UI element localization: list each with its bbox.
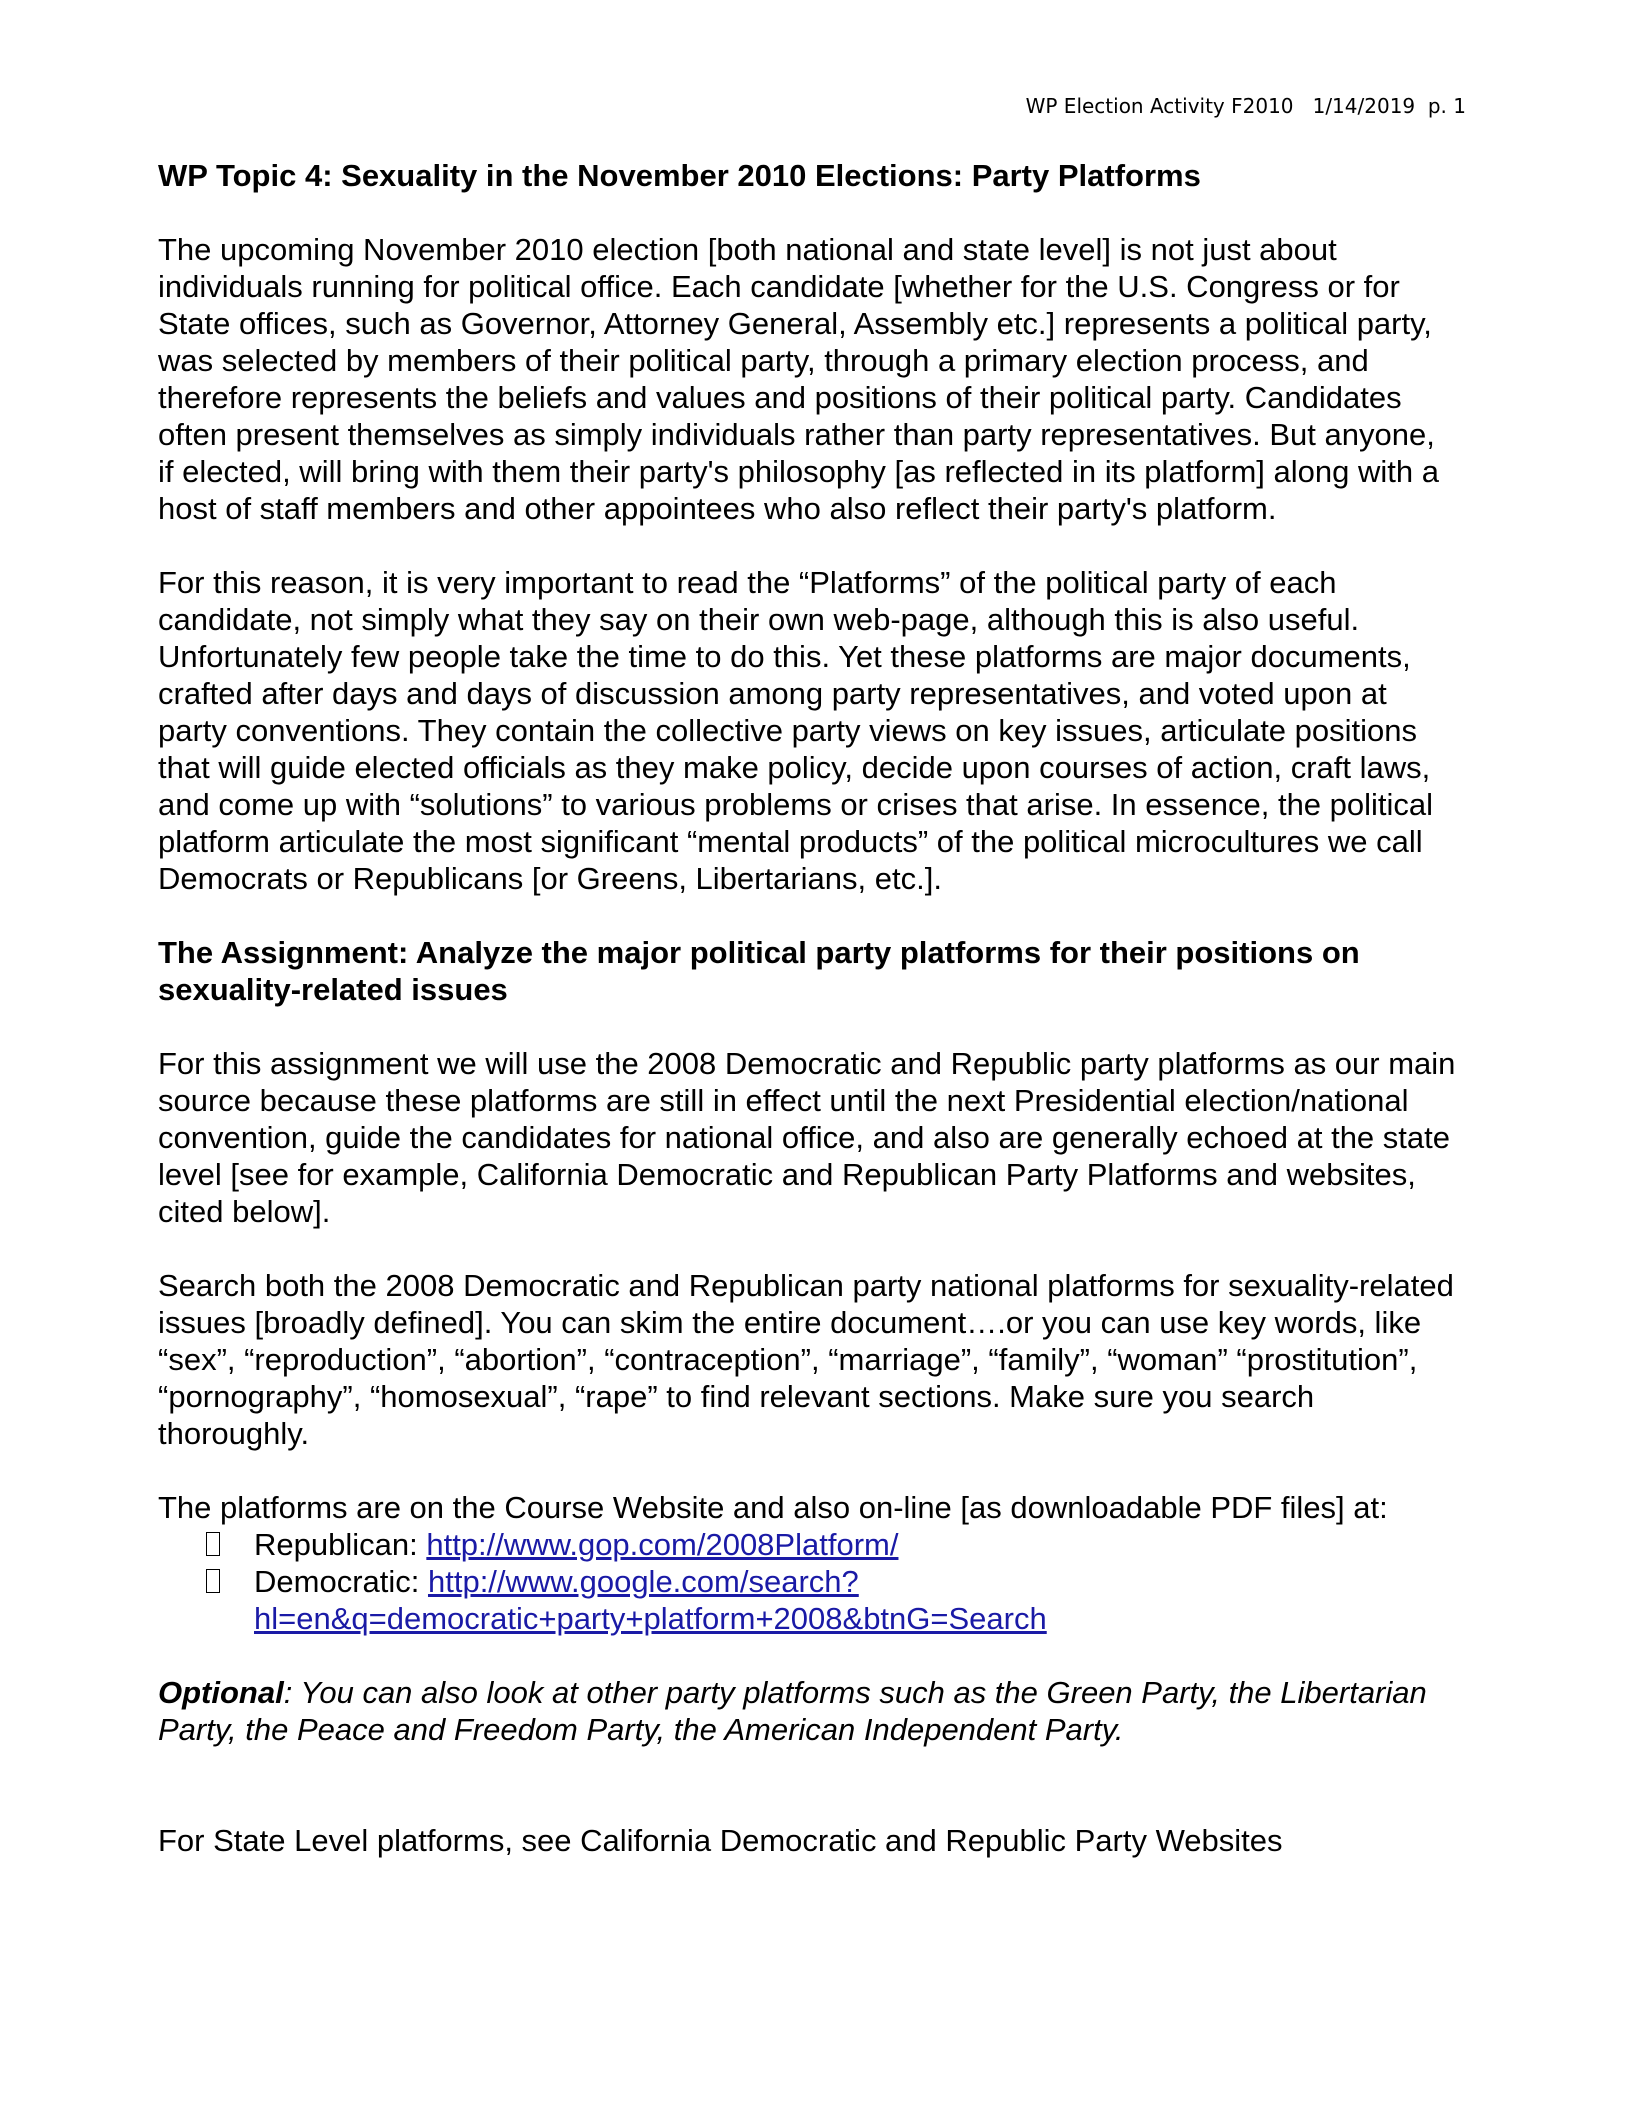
list-item-republican (158, 1526, 1458, 1563)
page-header: WP Election Activity F2010 1/14/2019 p. 1 (1025, 94, 1466, 118)
paragraph-platform-locations: The platforms are on the Course Website and also on-line [as downloadable PDF files] at: (158, 1490, 1388, 1525)
document-body (158, 157, 1458, 1859)
paragraph-state-level: For State Level platforms, see California Democratic and Republic Party Websites (158, 1823, 1283, 1858)
optional-text: : You can also look at other party platforms such as the Green Party, the Libertarian Party, the Peace and Freedom Party, the American Independent Party. (158, 1675, 1427, 1747)
paragraph-election-intro: The upcoming November 2010 election [both national and state level] is not just about individuals running for political office. Each candidate [whether for the U.S. Congress or for State offices, such as Governor, Attorney General, Assembly etc.] represents a political party, was selected by members of their political party, through a primary election process, and therefore represents the beliefs and values and positions of their political party. Candidates often present themselves as simply individuals rather than party representatives. But anyone, if elected, will bring with them their party's philosophy [as reflected in its platform] along with a host of staff members and other appointees who also reflect their party's platform. (158, 232, 1439, 526)
list-item-democratic (158, 1563, 1458, 1637)
bullet-box-icon (206, 1569, 220, 1593)
link-label-republican: Republican: (254, 1527, 427, 1562)
paragraph-search-instructions: Search both the 2008 Democratic and Republican party national platforms for sexuality-related issues [broadly defined]. You can skim the entire document….or you can use key words, like “sex”, “reproduction”, “abortion”, “contraception”, “marriage”, “family”, “woman” “prostitution”, “pornography”, “homosexual”, “rape” to find relevant sections. Make sure you search thoroughly. (158, 1268, 1454, 1451)
document-title: WP Topic 4: Sexuality in the November 2010 Elections: Party Platforms (158, 158, 1201, 193)
platform-links-list (158, 1526, 1458, 1637)
democratic-platform-link[interactable]: http://www.google.com/search?hl=en&q=democratic+party+platform+2008&btnG=Search (254, 1564, 1047, 1636)
paragraph-assignment-source: For this assignment we will use the 2008 Democratic and Republic party platforms as our main source because these platforms are still in effect until the next Presidential election/national convention, guide the candidates for national office, and also are generally echoed at the state level [see for example, California Democratic and Republican Party Platforms and websites, cited below]. (158, 1046, 1456, 1229)
bullet-box-icon (206, 1532, 220, 1556)
link-label-democratic: Democratic: (254, 1564, 428, 1599)
assignment-heading: The Assignment: Analyze the major political party platforms for their positions on sexuality-related issues (158, 935, 1360, 1007)
optional-label: Optional (158, 1675, 284, 1710)
optional-note (158, 1674, 1458, 1748)
republican-platform-link[interactable]: http://www.gop.com/2008Platform/ (426, 1527, 899, 1562)
paragraph-platforms-importance: For this reason, it is very important to read the “Platforms” of the political party of each candidate, not simply what they say on their own web-page, although this is also useful. Unfortunately few people take the time to do this. Yet these platforms are major documents, crafted after days and days of discussion among party representatives, and voted upon at party conventions. They contain the collective party views on key issues, articulate positions that will guide elected officials as they make policy, decide upon courses of action, craft laws, and come up with “solutions” to various problems or crises that arise. In essence, the political platform articulate the most significant “mental products” of the political microcultures we call Democrats or Republicans [or Greens, Libertarians, etc.]. (158, 565, 1434, 896)
